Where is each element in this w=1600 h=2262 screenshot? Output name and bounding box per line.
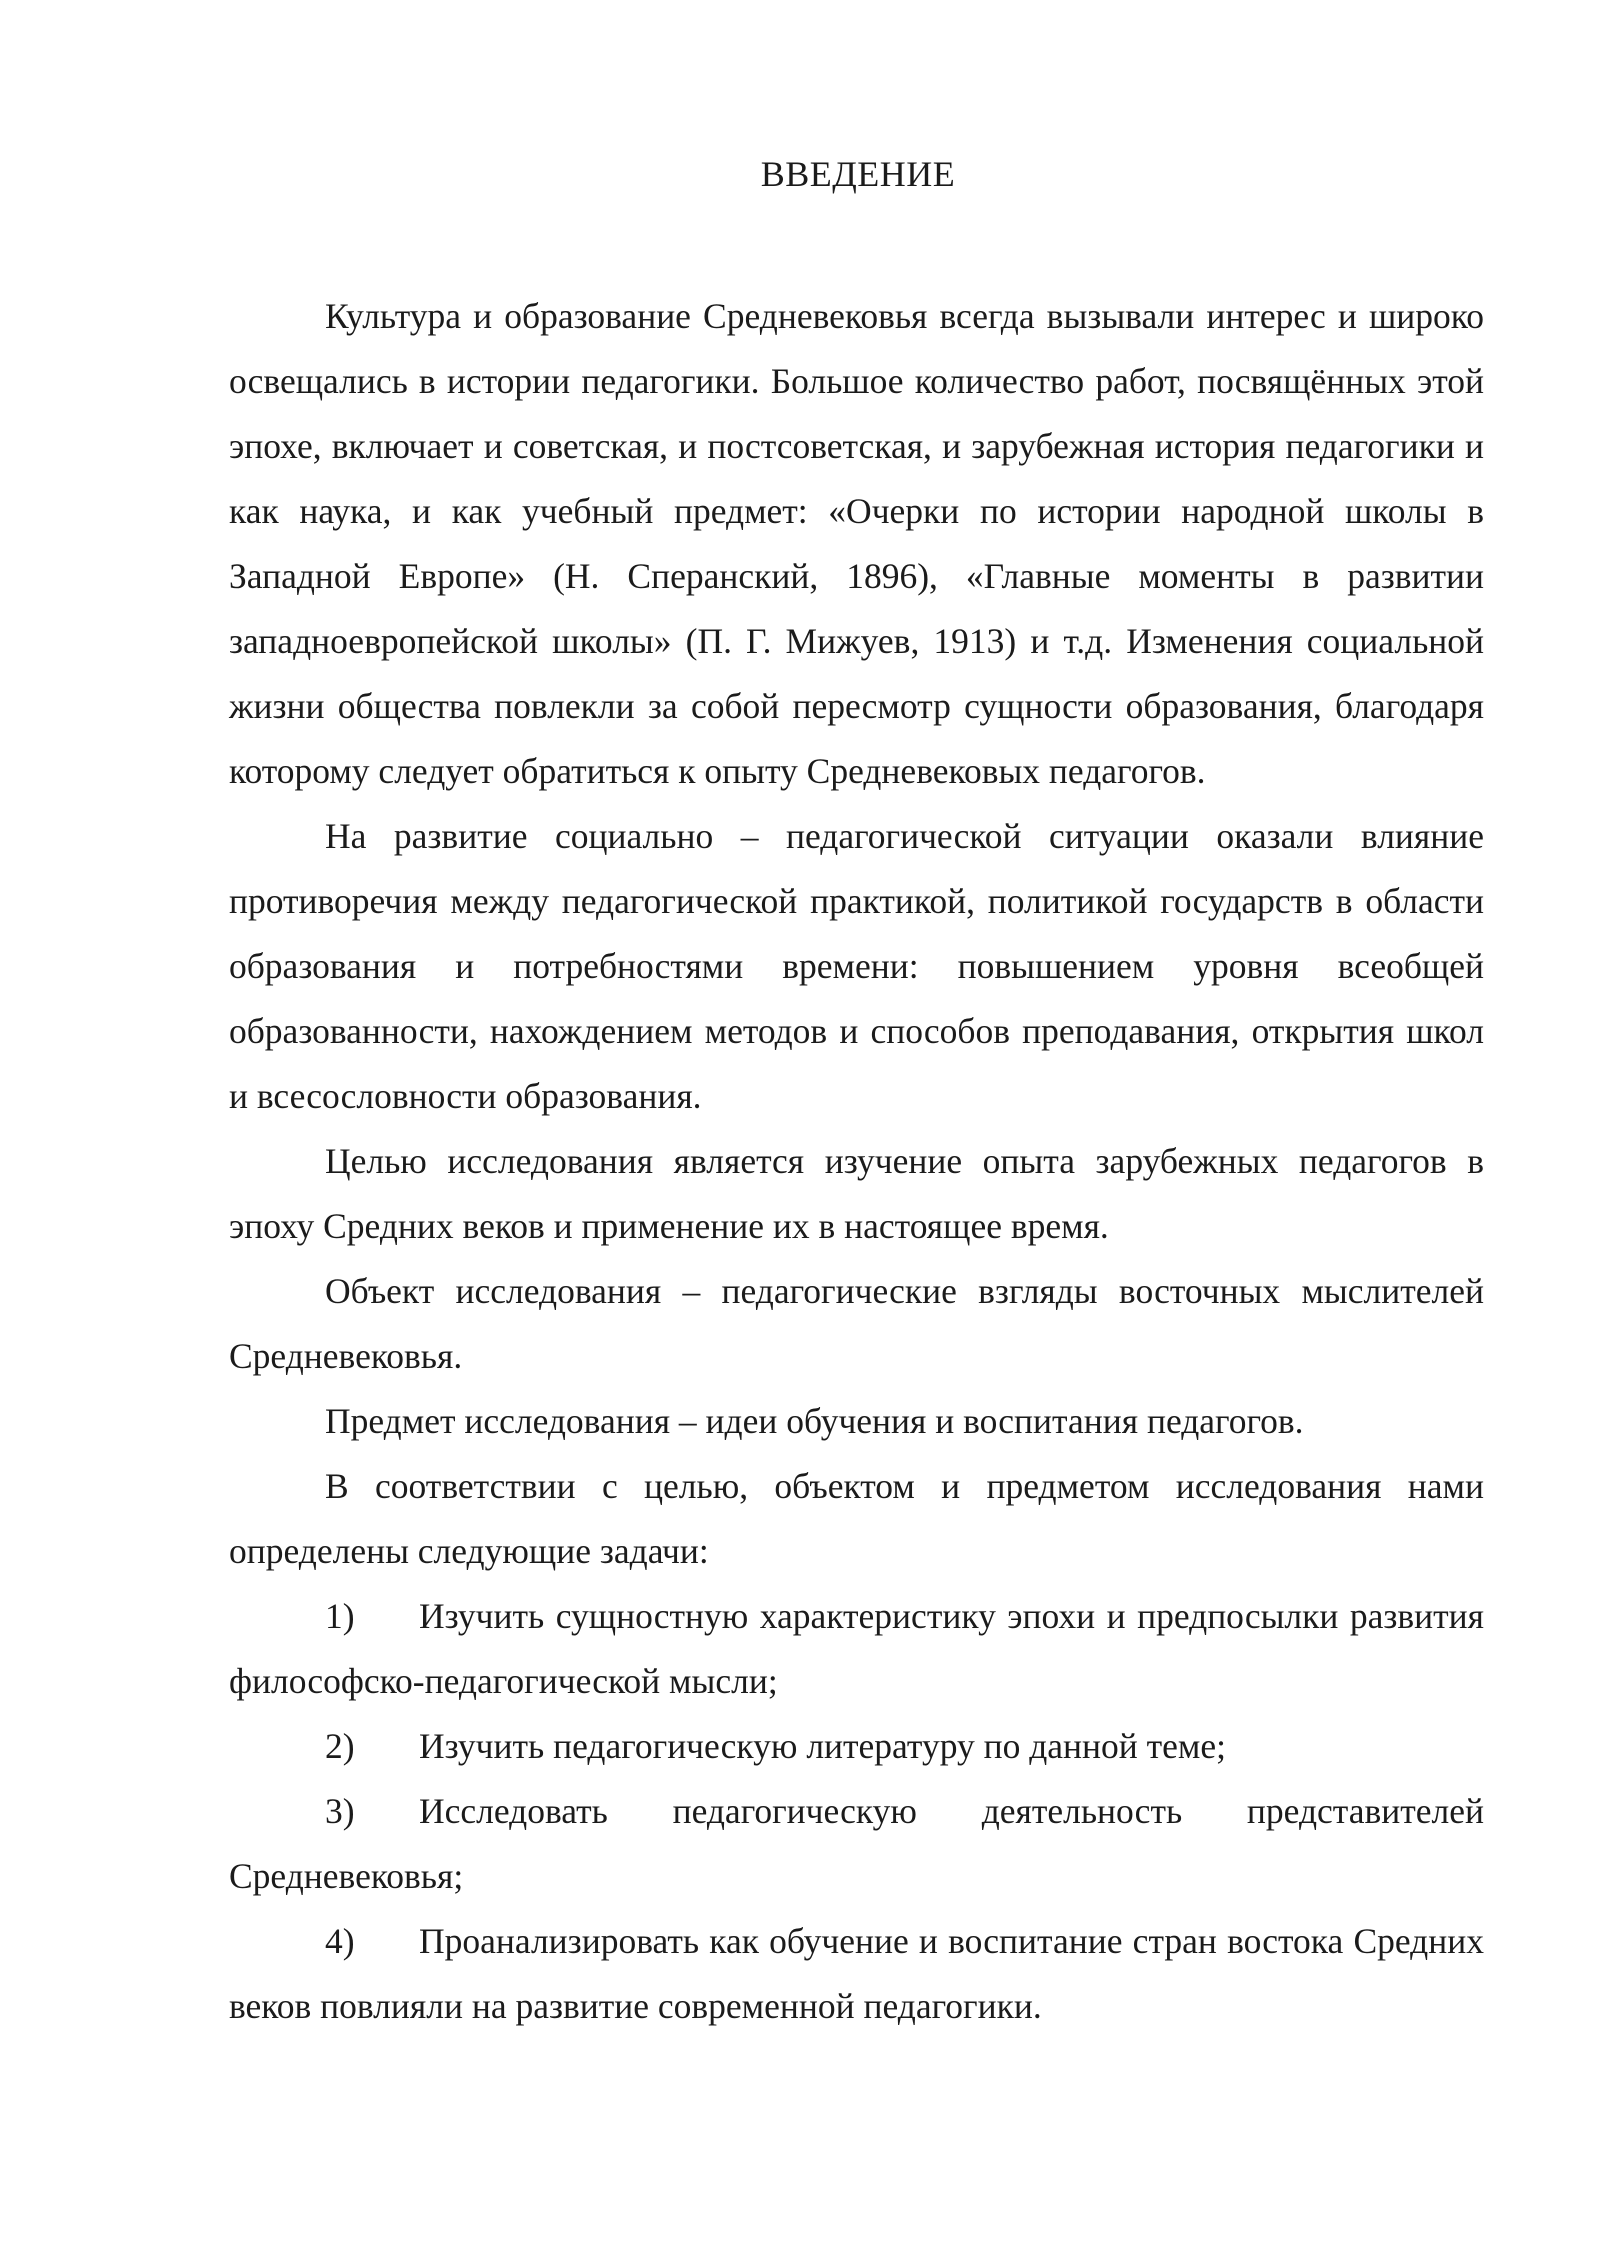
task-text: Изучить сущностную характеристику эпохи и предпосылки развития философско-педагогической мысли; (229, 1596, 1484, 1701)
task-number: 1) (325, 1596, 355, 1636)
task-number: 3) (325, 1791, 355, 1831)
task-text: Изучить педагогическую литературу по данной теме; (419, 1726, 1227, 1766)
paragraph-context: На развитие социально – педагогической ситуации оказали влияние противоречия между педагогической практикой, политикой государств в области образования и потребностями времени: повышением уровня всеобщей образованности, нахождением методов и способов преподавания, открытия школ и всесословности образования. (229, 816, 1484, 1116)
paragraph-goal: Целью исследования является изучение опыта зарубежных педагогов в эпоху Средних веков и применение их в настоящее время. (229, 1141, 1484, 1246)
paragraph-subject: Предмет исследования – идеи обучения и воспитания педагогов. (325, 1401, 1304, 1441)
task-list-item (229, 1909, 1484, 2039)
task-list-item (229, 1779, 1484, 1909)
document-body (229, 284, 1484, 2039)
task-list-item (229, 1714, 1484, 1779)
paragraph-object: Объект исследования – педагогические взгляды восточных мыслителей Средневековья. (229, 1271, 1484, 1376)
task-number: 4) (325, 1921, 355, 1961)
task-list-item (229, 1584, 1484, 1714)
paragraph-intro: Культура и образование Средневековья всегда вызывали интерес и широко освещались в истории педагогики. Большое количество работ, посвящённых этой эпохе, включает и советская, и постсоветская, и зарубежная история педагогики и как наука, и как учебный предмет: «Очерки по истории народной школы в Западной Европе» (Н. Сперанский, 1896), «Главные моменты в развитии западноевропейской школы» (П. Г. Мижуев, 1913) и т.д. Изменения социальной жизни общества повлекли за собой пересмотр сущности образования, благодаря которому следует обратиться к опыту Средневековых педагогов. (229, 296, 1484, 791)
task-text: Проанализировать как обучение и воспитание стран востока Средних веков повлияли на развитие современной педагогики. (229, 1921, 1484, 2026)
task-number: 2) (325, 1726, 355, 1766)
task-text: Исследовать педагогическую деятельность представителей Средневековья; (229, 1791, 1484, 1896)
page-title: ВВЕДЕНИЕ (760, 154, 956, 194)
paragraph-tasks-intro: В соответствии с целью, объектом и предметом исследования нами определены следующие задачи: (229, 1466, 1484, 1571)
